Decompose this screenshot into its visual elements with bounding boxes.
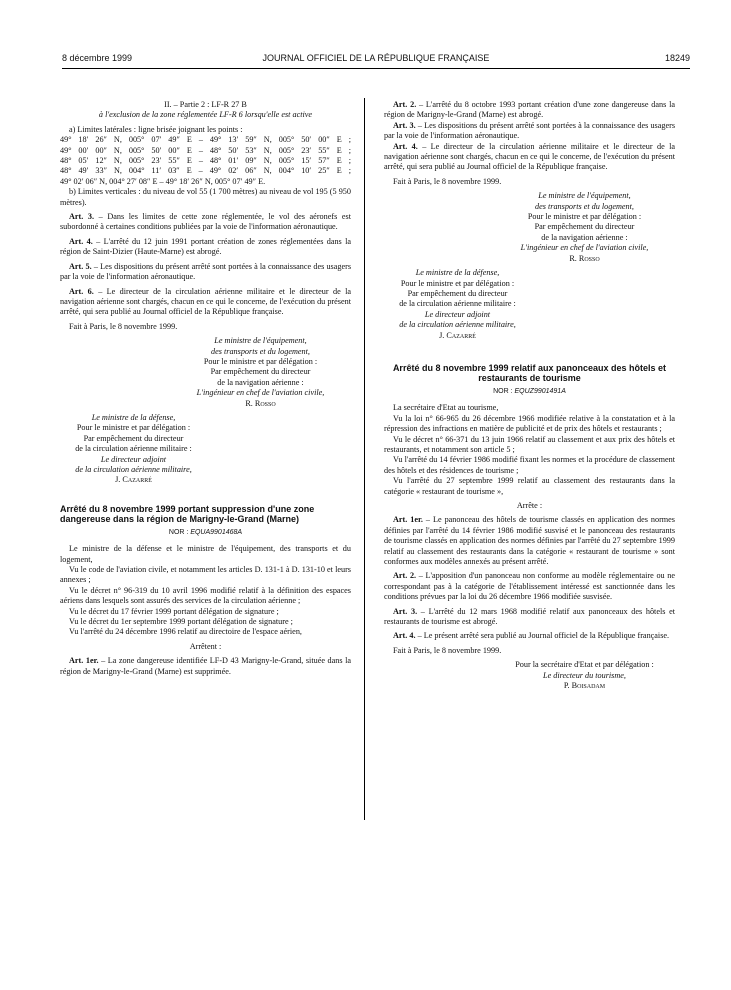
- nor-reference: NOR : EQUA9901468A: [168, 528, 243, 536]
- preamble-line: Vu l'arrêté du 14 février 1986 modifié fixant les normes et la procédure de classement des hôtels et des résidences de tourisme ;: [384, 455, 675, 475]
- article-4: Art. 4. – Le présent arrêté sera publié au Journal officiel de la République française.: [393, 631, 670, 641]
- arrete: Arrête :: [516, 501, 543, 510]
- coordinates-list: [60, 135, 351, 187]
- article-5: Art. 5. – Les dispositions du présent arrêté sont portées à la connaissance des usagers par la voie de l'information aéronautique.: [60, 261, 352, 282]
- part-heading: II. – Partie 2 : LF-R 27 B: [164, 100, 247, 109]
- preamble-line: La secrétaire d'Etat au tourisme,: [393, 403, 499, 413]
- article-3: Art. 3. – Dans les limites de cette zone réglementée, le vol des aéronefs est subordonné à certaines conditions publiées par la voie de l'information aéronautique.: [60, 212, 351, 232]
- article-1: Art. 1er. – La zone dangereuse identifiée LF-D 43 Marigny-le-Grand, située dans la région de Marigny-le-Grand (Marne) est supprimée.: [60, 656, 351, 676]
- coordinate-line: 49° 18′ 26″ N, 005° 07′ 49″ E – 49° 13′ 59″ N, 005° 50′ 00″ E ;: [60, 135, 351, 145]
- signature-block-defense: Le ministre de la défense, Pour le ministre et par délégation : Par empêchement du directeur de la circulation aérienne militaire : Le directeur adjoint de la circulation aérienne militaire, J. Cazarré: [75, 412, 192, 485]
- coordinate-line: 48° 05′ 12″ N, 005° 23′ 55″ E – 48° 01′ 09″ N, 005° 15′ 57″ E ;: [60, 156, 351, 166]
- signature-block-tourism: Pour la secrétaire d'Etat et par délégation : Le directeur du tourisme, P. Boisadam: [515, 660, 654, 691]
- done-at-paris: Fait à Paris, le 8 novembre 1999.: [393, 645, 502, 655]
- arretent: Arrêtent :: [189, 641, 222, 651]
- preamble-line: Vu le décret n° 66-371 du 13 juin 1966 relatif au classement et aux prix des hôtels et restaurants, et notamment son article 5 ;: [384, 434, 675, 454]
- right-column: [384, 100, 675, 692]
- preamble-line: Vu le décret du 1er septembre 1999 portant délégation de signature ;: [69, 617, 293, 627]
- article-4: Art. 4. – Le directeur de la circulation aérienne militaire et le directeur de la navigation aérienne sont chargés, chacun en ce qui le concerne, de l'exécution du présent arrêté, qui sera publié au Journal officiel de la République française.: [384, 141, 675, 172]
- vertical-limits: b) Limites verticales : du niveau de vol 55 (1 700 mètres) au niveau de vol 195 (5 950 mètres).: [60, 187, 351, 207]
- left-column: [60, 100, 351, 677]
- article-2: Art. 2. – L'apposition d'un panonceau non conforme au modèle réglementaire ou ne correspondant pas à la catégorie de l'établissement intéressé est sanctionnée dans les conditions prévues par la loi du 26 décembre 1966 modifiée susvisée.: [384, 571, 675, 602]
- preamble-line: Vu le décret du 17 février 1999 portant délégation de signature ;: [69, 606, 279, 616]
- preamble-line: Vu l'arrêté du 24 décembre 1996 relatif au directoire de l'espace aérien,: [69, 627, 302, 637]
- preamble-line: Le ministre de la défense et le ministre de l'équipement, des transports et du logement,: [60, 544, 351, 564]
- signature-block-equipment: Le ministre de l'équipement, des transports et du logement, Pour le ministre et par délégation : Par empêchement du directeur de la navigation aérienne : L'ingénieur en chef de l'aviation civile, R. Rosso: [196, 336, 325, 408]
- header-journal-title: JOURNAL OFFICIEL DE LA RÉPUBLIQUE FRANÇAISE: [262, 53, 490, 63]
- article-3: Art. 3. – L'arrêté du 12 mars 1968 modifié relatif aux panonceaux des hôtels et restaurants de tourisme est abrogé.: [384, 606, 675, 627]
- column-divider: [364, 98, 365, 820]
- done-at-paris: Fait à Paris, le 8 novembre 1999.: [69, 321, 178, 331]
- page-header: [62, 53, 690, 67]
- preamble-line: Vu le code de l'aviation civile, et notamment les articles D. 131-1 à D. 131-10 et leurs annexes ;: [60, 565, 351, 585]
- preamble-line: Vu la loi n° 66-965 du 26 décembre 1966 modifiée relative à la constatation et à la répression des infractions en matière de publicité et de prix des hôtels et restaurants ;: [384, 413, 675, 434]
- header-rule: [62, 68, 690, 69]
- preamble-line: Vu l'arrêté du 27 septembre 1999 relatif au classement des restaurants dans la catégorie « restaurant de tourisme »,: [384, 476, 675, 496]
- article-2: Art. 2. – L'arrêté du 8 octobre 1993 portant création d'une zone dangereuse dans la région de Marigny-le-Grand (Marne) est abrogé.: [384, 100, 675, 120]
- decree-title-panonceaux: Arrêté du 8 novembre 1999 relatif aux panonceaux des hôtels et restaurants de tourisme: [392, 362, 667, 384]
- coordinate-line: 49° 02′ 06″ N, 004° 27′ 08″ E – 49° 18′ 26″ N, 005° 07′ 49″ E.: [60, 176, 266, 186]
- article-1: Art. 1er. – Le panonceau des hôtels de tourisme classés en application des normes définies par l'arrêté du 14 février 1986 modifié susvisé et le panonceau des restaurants de tourisme classés en application des normes définies par l'arrêté du 27 septembre 1999 relatif au classement des restaurants dans la catégorie « restaurant de tourisme » sont conformes aux modèles annexés au présent arrêté.: [384, 515, 675, 567]
- header-page-number: 18249: [664, 53, 690, 63]
- nor-reference: NOR : EQUZ9901491A: [493, 387, 566, 395]
- article-3: Art. 3. – Les dispositions du présent arrêté sont portées à la connaissance des usagers par la voie de l'information aéronautique.: [384, 120, 676, 141]
- coordinate-line: 49° 00′ 00″ N, 005° 50′ 00″ E – 48° 50′ 53″ N, 005° 23′ 55″ E ;: [60, 145, 351, 155]
- signature-block-equipment: Le ministre de l'équipement, des transports et du logement, Pour le ministre et par délégation : Par empêchement du directeur de la navigation aérienne : L'ingénieur en chef de l'aviation civile, R. Rosso: [520, 191, 649, 263]
- article-6: Art. 6. – Le directeur de la circulation aérienne militaire et le directeur de la navigation aérienne sont chargés, chacun en ce qui le concerne, de l'exécution du présent arrêté, qui sera publié au Journal officiel de la République française.: [60, 286, 351, 317]
- lateral-limits: a) Limites latérales : ligne brisée joignant les points :: [69, 124, 243, 134]
- decree-title-marigny: Arrêté du 8 novembre 1999 portant suppression d'une zone dangereuse dans la région de Marigny-le-Grand (Marne): [60, 503, 315, 525]
- part-subheading: à l'exclusion de la zone réglementée LF-R 6 lorsqu'elle est active: [98, 110, 313, 120]
- done-at-paris: Fait à Paris, le 8 novembre 1999.: [393, 176, 502, 186]
- coordinate-line: 48° 49′ 33″ N, 004° 11′ 03″ E – 49° 02′ 06″ N, 004° 10′ 25″ E ;: [60, 166, 351, 176]
- signature-block-defense: Le ministre de la défense, Pour le ministre et par délégation : Par empêchement du directeur de la circulation aérienne militaire : Le directeur adjoint de la circulation aérienne militaire, J. Cazarré: [399, 268, 516, 340]
- header-date: 8 décembre 1999: [62, 53, 133, 63]
- article-4: Art. 4. – L'arrêté du 12 juin 1991 portant création de zones réglementées dans la région de Saint-Dizier (Haute-Marne) est abrogé.: [60, 236, 351, 257]
- preamble-line: Vu le décret n° 96-319 du 10 avril 1996 modifié relatif à la définition des espaces aériens dans lesquels sont assurés des services de la circulation aérienne ;: [60, 585, 351, 606]
